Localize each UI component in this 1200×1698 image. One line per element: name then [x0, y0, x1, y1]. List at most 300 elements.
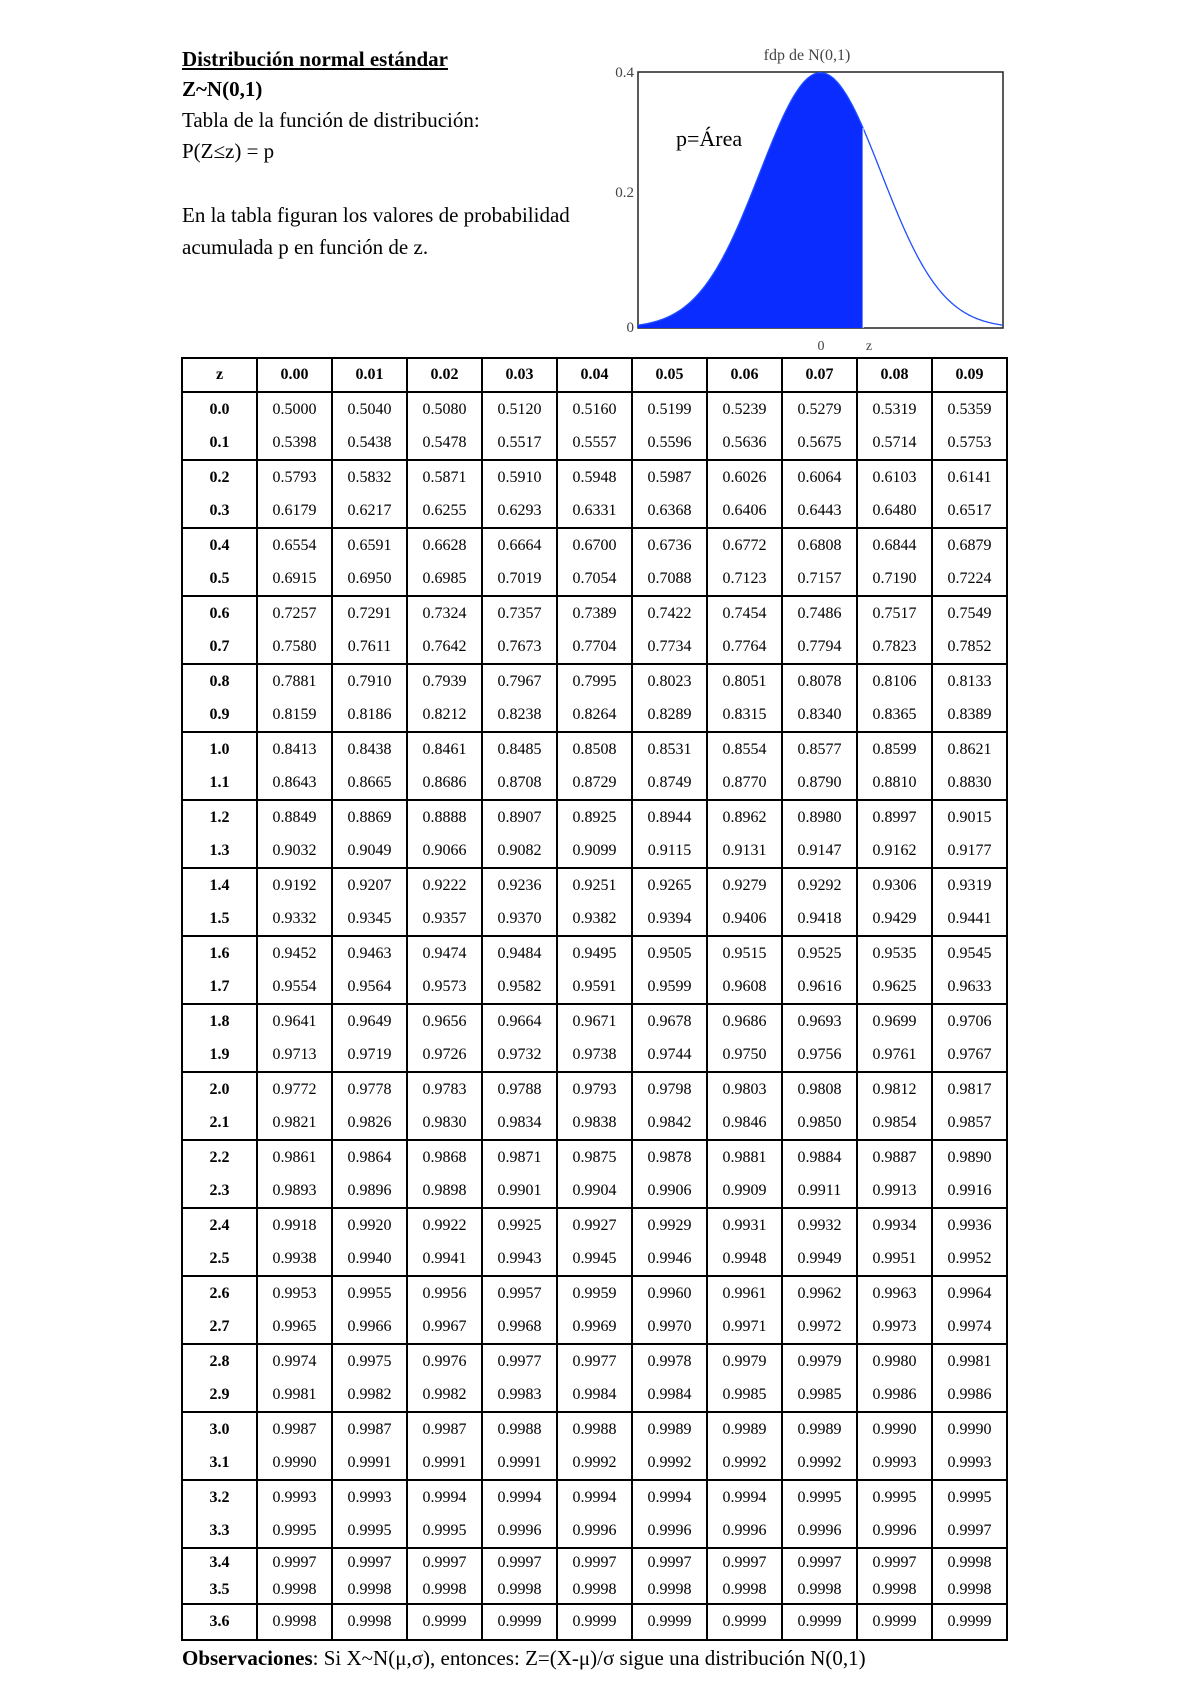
y-tick-label: 0.4: [615, 65, 634, 81]
column-header: 0.08: [857, 358, 932, 392]
probability-cell: 0.9988: [482, 1412, 557, 1446]
probability-cell: 0.8997: [857, 800, 932, 834]
probability-cell: 0.7910: [332, 664, 407, 698]
probability-cell: 0.9842: [632, 1106, 707, 1140]
column-header: 0.05: [632, 358, 707, 392]
probability-cell: 0.6628: [407, 528, 482, 562]
table-row: [182, 970, 1007, 1004]
z-value-cell: 0.7: [182, 630, 257, 664]
probability-cell: 0.9429: [857, 902, 932, 936]
probability-cell: 0.9964: [932, 1276, 1007, 1310]
probability-cell: 0.9162: [857, 834, 932, 868]
probability-cell: 0.6293: [482, 494, 557, 528]
probability-cell: 0.9686: [707, 1004, 782, 1038]
z-value-cell: 0.0: [182, 392, 257, 426]
probability-cell: 0.9664: [482, 1004, 557, 1038]
probability-cell: 0.9913: [857, 1174, 932, 1208]
probability-cell: 0.9713: [257, 1038, 332, 1072]
table-row: [182, 1446, 1007, 1480]
probability-cell: 0.9495: [557, 936, 632, 970]
probability-cell: 0.9969: [557, 1310, 632, 1344]
probability-cell: 0.9996: [482, 1514, 557, 1548]
probability-cell: 0.9997: [407, 1548, 482, 1576]
probability-cell: 0.9925: [482, 1208, 557, 1242]
table-row: [182, 494, 1007, 528]
probability-cell: 0.9987: [332, 1412, 407, 1446]
probability-cell: 0.9906: [632, 1174, 707, 1208]
probability-cell: 0.9989: [707, 1412, 782, 1446]
probability-cell: 0.8925: [557, 800, 632, 834]
probability-cell: 0.9887: [857, 1140, 932, 1174]
probability-cell: 0.9911: [782, 1174, 857, 1208]
probability-cell: 0.7088: [632, 562, 707, 596]
probability-cell: 0.5398: [257, 426, 332, 460]
probability-cell: 0.9998: [332, 1604, 407, 1640]
probability-cell: 0.9871: [482, 1140, 557, 1174]
probability-cell: 0.9990: [932, 1412, 1007, 1446]
probability-cell: 0.8485: [482, 732, 557, 766]
probability-cell: 0.9987: [257, 1412, 332, 1446]
probability-cell: 0.9991: [482, 1446, 557, 1480]
probability-cell: 0.5832: [332, 460, 407, 494]
probability-cell: 0.6480: [857, 494, 932, 528]
probability-cell: 0.9474: [407, 936, 482, 970]
probability-cell: 0.9999: [557, 1604, 632, 1640]
probability-cell: 0.6844: [857, 528, 932, 562]
probability-cell: 0.9967: [407, 1310, 482, 1344]
probability-cell: 0.9943: [482, 1242, 557, 1276]
probability-cell: 0.7157: [782, 562, 857, 596]
probability-cell: 0.9750: [707, 1038, 782, 1072]
probability-cell: 0.7967: [482, 664, 557, 698]
probability-cell: 0.6217: [332, 494, 407, 528]
probability-cell: 0.5753: [932, 426, 1007, 460]
probability-cell: 0.9952: [932, 1242, 1007, 1276]
probability-cell: 0.9997: [707, 1548, 782, 1576]
probability-cell: 0.8389: [932, 698, 1007, 732]
intro-description: En la tabla figuran los valores de probabilidad acumulada p en función de z.: [182, 203, 570, 259]
probability-cell: 0.6179: [257, 494, 332, 528]
table-row: [182, 1174, 1007, 1208]
probability-cell: 0.9996: [707, 1514, 782, 1548]
probability-cell: 0.9932: [782, 1208, 857, 1242]
probability-cell: 0.5478: [407, 426, 482, 460]
probability-cell: 0.9803: [707, 1072, 782, 1106]
probability-cell: 0.9881: [707, 1140, 782, 1174]
probability-cell: 0.9608: [707, 970, 782, 1004]
probability-cell: 0.9798: [632, 1072, 707, 1106]
table-row: [182, 732, 1007, 766]
probability-cell: 0.9997: [332, 1548, 407, 1576]
probability-cell: 0.9222: [407, 868, 482, 902]
probability-cell: 0.9974: [257, 1344, 332, 1378]
probability-cell: 0.6772: [707, 528, 782, 562]
probability-cell: 0.9990: [857, 1412, 932, 1446]
table-row: [182, 1480, 1007, 1514]
probability-cell: 0.5987: [632, 460, 707, 494]
probability-cell: 0.5636: [707, 426, 782, 460]
table-row: [182, 698, 1007, 732]
probability-cell: 0.9826: [332, 1106, 407, 1140]
table-row: [182, 1106, 1007, 1140]
probability-cell: 0.9957: [482, 1276, 557, 1310]
probability-cell: 0.9992: [557, 1446, 632, 1480]
probability-cell: 0.9955: [332, 1276, 407, 1310]
probability-cell: 0.9998: [632, 1576, 707, 1604]
probability-cell: 0.9452: [257, 936, 332, 970]
probability-cell: 0.5596: [632, 426, 707, 460]
z-value-cell: 0.3: [182, 494, 257, 528]
probability-cell: 0.9992: [782, 1446, 857, 1480]
intro-line-2: P(Z≤z) = p: [182, 139, 275, 163]
z-value-cell: 2.7: [182, 1310, 257, 1344]
probability-cell: 0.9901: [482, 1174, 557, 1208]
z-value-cell: 0.8: [182, 664, 257, 698]
probability-cell: 0.5438: [332, 426, 407, 460]
probability-cell: 0.9948: [707, 1242, 782, 1276]
probability-cell: 0.9292: [782, 868, 857, 902]
x-tick-label: 0: [817, 339, 825, 352]
probability-cell: 0.9951: [857, 1242, 932, 1276]
z-value-cell: 2.8: [182, 1344, 257, 1378]
probability-cell: 0.7190: [857, 562, 932, 596]
probability-cell: 0.9998: [857, 1576, 932, 1604]
probability-cell: 0.7734: [632, 630, 707, 664]
probability-cell: 0.7123: [707, 562, 782, 596]
intro-line-1: Tabla de la función de distribución:: [182, 108, 480, 132]
probability-cell: 0.9931: [707, 1208, 782, 1242]
probability-cell: 0.8051: [707, 664, 782, 698]
x-tick-label: z: [865, 339, 873, 352]
probability-cell: 0.8023: [632, 664, 707, 698]
probability-cell: 0.9783: [407, 1072, 482, 1106]
table-row: [182, 460, 1007, 494]
probability-cell: 0.7549: [932, 596, 1007, 630]
column-header: 0.04: [557, 358, 632, 392]
probability-cell: 0.5359: [932, 392, 1007, 426]
probability-cell: 0.7852: [932, 630, 1007, 664]
probability-cell: 0.6700: [557, 528, 632, 562]
probability-cell: 0.9251: [557, 868, 632, 902]
probability-cell: 0.7224: [932, 562, 1007, 596]
probability-cell: 0.9418: [782, 902, 857, 936]
y-tick-label: 0: [626, 320, 634, 336]
probability-cell: 0.9993: [857, 1446, 932, 1480]
table-row: [182, 1038, 1007, 1072]
probability-cell: 0.9981: [257, 1378, 332, 1412]
probability-cell: 0.9986: [932, 1378, 1007, 1412]
probability-cell: 0.9671: [557, 1004, 632, 1038]
probability-cell: 0.8869: [332, 800, 407, 834]
table-row: [182, 562, 1007, 596]
table-row: [182, 1276, 1007, 1310]
table-row: [182, 1378, 1007, 1412]
probability-cell: 0.9370: [482, 902, 557, 936]
page-subtitle: Z~N(0,1): [182, 77, 263, 101]
z-value-cell: 2.5: [182, 1242, 257, 1276]
probability-cell: 0.9999: [707, 1604, 782, 1640]
z-value-cell: 1.3: [182, 834, 257, 868]
z-value-cell: 1.6: [182, 936, 257, 970]
probability-cell: 0.9834: [482, 1106, 557, 1140]
probability-cell: 0.9966: [332, 1310, 407, 1344]
probability-cell: 0.9854: [857, 1106, 932, 1140]
probability-cell: 0.5517: [482, 426, 557, 460]
probability-cell: 0.9994: [407, 1480, 482, 1514]
probability-cell: 0.8438: [332, 732, 407, 766]
probability-cell: 0.9535: [857, 936, 932, 970]
probability-cell: 0.9236: [482, 868, 557, 902]
probability-cell: 0.5040: [332, 392, 407, 426]
probability-cell: 0.5793: [257, 460, 332, 494]
probability-cell: 0.9830: [407, 1106, 482, 1140]
probability-cell: 0.9929: [632, 1208, 707, 1242]
z-value-cell: 3.0: [182, 1412, 257, 1446]
z-value-cell: 3.6: [182, 1604, 257, 1640]
probability-cell: 0.6517: [932, 494, 1007, 528]
probability-cell: 0.8340: [782, 698, 857, 732]
probability-cell: 0.8643: [257, 766, 332, 800]
probability-cell: 0.9989: [782, 1412, 857, 1446]
probability-cell: 0.9918: [257, 1208, 332, 1242]
probability-cell: 0.9959: [557, 1276, 632, 1310]
probability-cell: 0.9999: [632, 1604, 707, 1640]
probability-cell: 0.9726: [407, 1038, 482, 1072]
probability-cell: 0.6064: [782, 460, 857, 494]
probability-cell: 0.9998: [932, 1576, 1007, 1604]
table-row: [182, 1344, 1007, 1378]
probability-cell: 0.8849: [257, 800, 332, 834]
probability-cell: 0.7939: [407, 664, 482, 698]
table-row: [182, 664, 1007, 698]
probability-cell: 0.9956: [407, 1276, 482, 1310]
z-value-cell: 1.1: [182, 766, 257, 800]
probability-cell: 0.8238: [482, 698, 557, 732]
probability-cell: 0.7054: [557, 562, 632, 596]
z-value-cell: 1.4: [182, 868, 257, 902]
probability-cell: 0.9319: [932, 868, 1007, 902]
probability-cell: 0.8810: [857, 766, 932, 800]
probability-cell: 0.8665: [332, 766, 407, 800]
probability-cell: 0.9998: [332, 1576, 407, 1604]
probability-cell: 0.6950: [332, 562, 407, 596]
probability-cell: 0.7611: [332, 630, 407, 664]
probability-cell: 0.8078: [782, 664, 857, 698]
probability-cell: 0.9878: [632, 1140, 707, 1174]
probability-cell: 0.5910: [482, 460, 557, 494]
probability-cell: 0.9838: [557, 1106, 632, 1140]
probability-cell: 0.9850: [782, 1106, 857, 1140]
probability-cell: 0.9032: [257, 834, 332, 868]
probability-cell: 0.9963: [857, 1276, 932, 1310]
probability-cell: 0.9997: [857, 1548, 932, 1576]
probability-cell: 0.9998: [407, 1576, 482, 1604]
observations-label: Observaciones: [182, 1646, 313, 1670]
y-tick-label: 0.2: [615, 185, 634, 201]
probability-cell: 0.9982: [407, 1378, 482, 1412]
table-row: [182, 1140, 1007, 1174]
table-row: [182, 800, 1007, 834]
observations-note: [182, 1645, 866, 1671]
probability-cell: 0.8621: [932, 732, 1007, 766]
probability-cell: 0.9999: [482, 1604, 557, 1640]
probability-cell: 0.8708: [482, 766, 557, 800]
probability-cell: 0.7454: [707, 596, 782, 630]
area-label: p=Área: [676, 126, 743, 151]
z-value-cell: 2.4: [182, 1208, 257, 1242]
probability-cell: 0.6368: [632, 494, 707, 528]
probability-cell: 0.9996: [782, 1514, 857, 1548]
probability-cell: 0.8888: [407, 800, 482, 834]
probability-cell: 0.9986: [857, 1378, 932, 1412]
probability-cell: 0.9099: [557, 834, 632, 868]
probability-cell: 0.7357: [482, 596, 557, 630]
probability-cell: 0.9916: [932, 1174, 1007, 1208]
probability-cell: 0.5871: [407, 460, 482, 494]
probability-cell: 0.9817: [932, 1072, 1007, 1106]
probability-cell: 0.9985: [782, 1378, 857, 1412]
probability-cell: 0.9975: [332, 1344, 407, 1378]
probability-cell: 0.7704: [557, 630, 632, 664]
probability-cell: 0.9993: [932, 1446, 1007, 1480]
probability-cell: 0.6591: [332, 528, 407, 562]
probability-cell: 0.8599: [857, 732, 932, 766]
probability-cell: 0.9995: [407, 1514, 482, 1548]
z-value-cell: 2.6: [182, 1276, 257, 1310]
probability-cell: 0.9946: [632, 1242, 707, 1276]
probability-cell: 0.9941: [407, 1242, 482, 1276]
probability-cell: 0.7580: [257, 630, 332, 664]
probability-cell: 0.9965: [257, 1310, 332, 1344]
probability-cell: 0.6879: [932, 528, 1007, 562]
probability-cell: 0.9893: [257, 1174, 332, 1208]
probability-cell: 0.8133: [932, 664, 1007, 698]
probability-cell: 0.6443: [782, 494, 857, 528]
probability-cell: 0.9573: [407, 970, 482, 1004]
probability-cell: 0.9934: [857, 1208, 932, 1242]
probability-cell: 0.9989: [632, 1412, 707, 1446]
z-value-cell: 0.2: [182, 460, 257, 494]
column-header: 0.00: [257, 358, 332, 392]
probability-cell: 0.9821: [257, 1106, 332, 1140]
table-row: [182, 392, 1007, 426]
z-value-cell: 2.0: [182, 1072, 257, 1106]
probability-cell: 0.5279: [782, 392, 857, 426]
table-row: [182, 766, 1007, 800]
probability-cell: 0.9987: [407, 1412, 482, 1446]
probability-cell: 0.9996: [632, 1514, 707, 1548]
column-header: 0.02: [407, 358, 482, 392]
probability-cell: 0.9988: [557, 1412, 632, 1446]
probability-cell: 0.8962: [707, 800, 782, 834]
probability-cell: 0.9980: [857, 1344, 932, 1378]
probability-cell: 0.9995: [857, 1480, 932, 1514]
probability-cell: 0.9998: [932, 1548, 1007, 1576]
z-value-cell: 1.5: [182, 902, 257, 936]
probability-cell: 0.6103: [857, 460, 932, 494]
probability-cell: 0.9406: [707, 902, 782, 936]
probability-cell: 0.9656: [407, 1004, 482, 1038]
probability-cell: 0.9875: [557, 1140, 632, 1174]
probability-cell: 0.9744: [632, 1038, 707, 1072]
probability-cell: 0.9394: [632, 902, 707, 936]
probability-cell: 0.9984: [632, 1378, 707, 1412]
probability-cell: 0.5160: [557, 392, 632, 426]
probability-cell: 0.8980: [782, 800, 857, 834]
probability-cell: 0.9857: [932, 1106, 1007, 1140]
probability-cell: 0.9994: [482, 1480, 557, 1514]
probability-cell: 0.8770: [707, 766, 782, 800]
probability-cell: 0.9131: [707, 834, 782, 868]
probability-cell: 0.9983: [482, 1378, 557, 1412]
z-value-cell: 3.2: [182, 1480, 257, 1514]
probability-cell: 0.9463: [332, 936, 407, 970]
probability-cell: 0.9756: [782, 1038, 857, 1072]
probability-cell: 0.9936: [932, 1208, 1007, 1242]
table-row: [182, 1412, 1007, 1446]
probability-cell: 0.9265: [632, 868, 707, 902]
table-row: [182, 1604, 1007, 1640]
probability-cell: 0.9115: [632, 834, 707, 868]
probability-cell: 0.9357: [407, 902, 482, 936]
probability-cell: 0.9999: [857, 1604, 932, 1640]
probability-cell: 0.9974: [932, 1310, 1007, 1344]
z-value-cell: 1.8: [182, 1004, 257, 1038]
probability-cell: 0.9738: [557, 1038, 632, 1072]
probability-cell: 0.6141: [932, 460, 1007, 494]
probability-cell: 0.9979: [782, 1344, 857, 1378]
probability-cell: 0.7324: [407, 596, 482, 630]
column-header: 0.03: [482, 358, 557, 392]
z-value-cell: 2.9: [182, 1378, 257, 1412]
table-row: [182, 630, 1007, 664]
probability-cell: 0.9616: [782, 970, 857, 1004]
probability-cell: 0.9993: [332, 1480, 407, 1514]
probability-cell: 0.7389: [557, 596, 632, 630]
probability-cell: 0.9778: [332, 1072, 407, 1106]
probability-cell: 0.8944: [632, 800, 707, 834]
probability-cell: 0.9972: [782, 1310, 857, 1344]
probability-cell: 0.9719: [332, 1038, 407, 1072]
probability-cell: 0.9884: [782, 1140, 857, 1174]
z-value-cell: 0.6: [182, 596, 257, 630]
probability-cell: 0.9991: [332, 1446, 407, 1480]
probability-cell: 0.7823: [857, 630, 932, 664]
probability-cell: 0.9808: [782, 1072, 857, 1106]
probability-cell: 0.9973: [857, 1310, 932, 1344]
probability-cell: 0.9641: [257, 1004, 332, 1038]
probability-cell: 0.9909: [707, 1174, 782, 1208]
probability-cell: 0.8749: [632, 766, 707, 800]
probability-cell: 0.9732: [482, 1038, 557, 1072]
probability-cell: 0.9999: [407, 1604, 482, 1640]
probability-cell: 0.9382: [557, 902, 632, 936]
probability-cell: 0.9997: [557, 1548, 632, 1576]
probability-cell: 0.9998: [707, 1576, 782, 1604]
probability-cell: 0.9788: [482, 1072, 557, 1106]
table-header-row: [182, 358, 1007, 392]
table-row: [182, 1310, 1007, 1344]
z-value-cell: 3.1: [182, 1446, 257, 1480]
probability-cell: 0.9998: [257, 1576, 332, 1604]
table-row: [182, 868, 1007, 902]
probability-cell: 0.9812: [857, 1072, 932, 1106]
table-row: [182, 426, 1007, 460]
probability-cell: 0.9991: [407, 1446, 482, 1480]
probability-cell: 0.7881: [257, 664, 332, 698]
column-header: 0.06: [707, 358, 782, 392]
probability-cell: 0.9998: [257, 1604, 332, 1640]
